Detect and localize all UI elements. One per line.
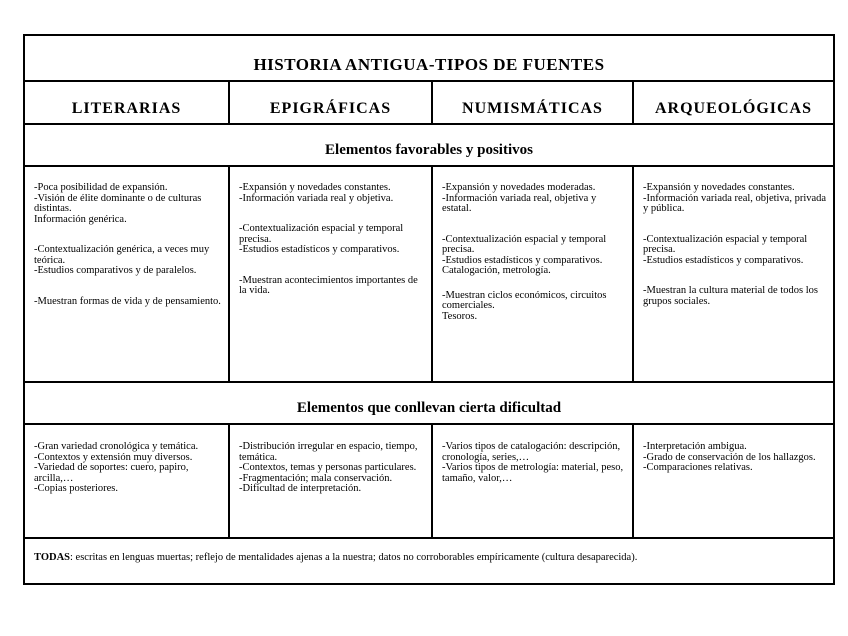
text-line: -Muestran formas de vida y de pensamiento. xyxy=(34,295,221,307)
paragraph xyxy=(239,276,425,297)
text-line: -Expansión y novedades constantes. xyxy=(239,182,391,193)
favorable-cell-literarias xyxy=(25,167,228,381)
difficulty-cell-epigraficas xyxy=(230,425,431,537)
favorable-heading: Elementos favorables y positivos xyxy=(25,125,833,167)
text-line: -Muestran la cultura material de todos los grupos sociales. xyxy=(643,285,818,307)
favorable-row xyxy=(25,167,833,383)
text-line: -Contextualización espacial y temporal precisa. xyxy=(442,233,607,255)
text-line: -Interpretación ambigua. xyxy=(643,441,747,452)
header-numismaticas: NUMISMÁTICAS xyxy=(462,100,603,117)
footer-text: : escritas en lenguas muertas; reflejo de mentalidades ajenas a la nuestra; datos no corroborables empíricamente (cultura desaparecida). xyxy=(70,552,638,563)
text-line: -Contextualización espacial y temporal precisa. xyxy=(239,223,404,245)
paragraph xyxy=(239,224,425,256)
favorable-cell-epigraficas xyxy=(230,167,431,381)
text-line: -Estudios comparativos y de paralelos. xyxy=(34,265,197,276)
favorable-cell-arqueologicas xyxy=(634,167,833,381)
header-arqueologicas: ARQUEOLÓGICAS xyxy=(654,100,813,117)
paragraph xyxy=(442,235,626,277)
paragraph xyxy=(442,183,626,215)
text-line: -Varios tipos de metrología: material, peso, tamaño, valor,… xyxy=(442,462,624,484)
paragraph xyxy=(643,183,827,215)
text-line: -Contextualización espacial y temporal precisa. xyxy=(643,233,808,255)
text-line: -Poca posibilidad de expansión. xyxy=(34,182,168,193)
paragraph xyxy=(34,245,222,277)
text-line: -Dificultad de interpretación. xyxy=(239,483,362,494)
favorable-cell-numismaticas xyxy=(433,167,632,381)
text-line: -Grado de conservación de los hallazgos. xyxy=(643,451,816,463)
header-epigraficas: EPIGRÁFICAS xyxy=(269,100,392,117)
paragraph xyxy=(34,297,222,308)
text-line: -Visión de élite dominante o de culturas distintas. xyxy=(34,192,202,214)
text-line: Información genérica. xyxy=(34,213,127,225)
paragraph xyxy=(442,291,626,323)
paragraph xyxy=(239,183,425,204)
footer-label: TODAS xyxy=(34,552,70,563)
text-line: -Información variada real, objetiva y estatal. xyxy=(442,192,597,214)
paragraph xyxy=(643,235,827,267)
sources-table xyxy=(23,34,835,585)
text-line: -Distribución irregular en espacio, tiempo, temática. xyxy=(239,441,418,463)
text-line: -Información variada real y objetiva. xyxy=(239,192,394,204)
difficulty-heading: Elementos que conllevan cierta dificultad xyxy=(25,383,833,425)
text-line: -Muestran ciclos económicos, circuitos comerciales. xyxy=(442,289,607,311)
text-line: -Varios tipos de catalogación: descripción, cronología, series,… xyxy=(442,441,621,463)
footer-note xyxy=(34,553,773,564)
difficulty-cell-numismaticas xyxy=(433,425,632,537)
text-line: -Expansión y novedades moderadas. xyxy=(442,182,596,193)
text-line: Catalogación, metrología. xyxy=(442,265,551,276)
text-line: -Fragmentación; mala conservación. xyxy=(239,472,393,484)
text-line: Tesoros. xyxy=(442,310,478,322)
text-line: -Estudios estadísticos y comparativos. xyxy=(643,254,804,266)
footer-row xyxy=(25,539,833,583)
header-literarias: LITERARIAS xyxy=(71,100,182,117)
text-line: -Gran variedad cronológica y temática. xyxy=(34,441,199,452)
difficulty-row xyxy=(25,425,833,539)
difficulty-cell-literarias xyxy=(25,425,228,537)
paragraph xyxy=(34,183,222,225)
text-line: -Comparaciones relativas. xyxy=(643,462,753,473)
text-line: -Expansión y novedades constantes. xyxy=(643,182,795,193)
column-headers xyxy=(25,82,833,125)
text-line: -Estudios estadísticos y comparativos. xyxy=(442,254,603,266)
text-line: -Estudios estadísticos y comparativos. xyxy=(239,244,400,255)
text-line: -Copias posteriores. xyxy=(34,483,118,494)
text-line: -Muestran acontecimientos importantes de la vida. xyxy=(239,274,418,296)
text-line: -Contextualización genérica, a veces muy teórica. xyxy=(34,244,210,266)
text-line: -Contextos, temas y personas particulares. xyxy=(239,462,417,473)
text-line: -Variedad de soportes: cuero, papiro, arcilla,… xyxy=(34,462,189,484)
text-line: -Información variada real, objetiva, privada y pública. xyxy=(643,192,827,214)
difficulty-cell-arqueologicas xyxy=(634,425,833,537)
table-title: HISTORIA ANTIGUA-TIPOS DE FUENTES xyxy=(25,36,833,82)
paragraph xyxy=(643,286,827,307)
text-line: -Contextos y extensión muy diversos. xyxy=(34,451,193,463)
